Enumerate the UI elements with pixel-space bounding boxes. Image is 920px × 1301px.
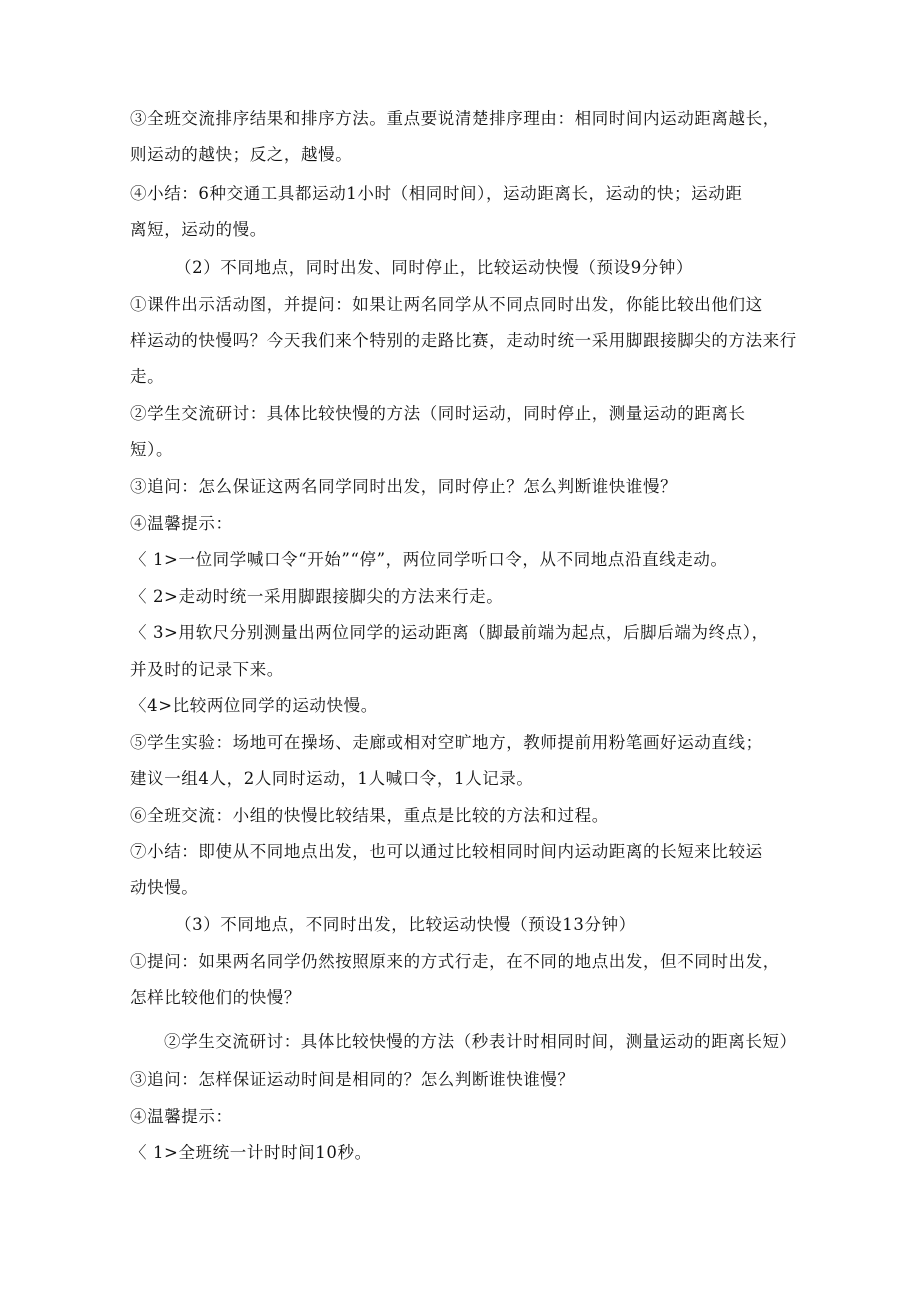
- text-line: ③追问：怎样保证运动时间是相同的？怎么判断谁快谁慢？: [130, 1070, 575, 1089]
- text-line: 〈 1>一位同学喊口令“开始”“停”，两位同学听口令，从不同地点沿直线走动。: [130, 550, 728, 569]
- text-line: ①提问：如果两名同学仍然按照原来的方式行走，在不同的地点出发，但不同时出发，: [130, 952, 780, 971]
- text-line: ④温馨提示：: [130, 1107, 233, 1126]
- text-line: ②学生交流研讨：具体比较快慢的方法（秒表计时相同时间，测量运动的距离长短）: [164, 1032, 797, 1051]
- text-line: ②学生交流研讨：具体比较快慢的方法（同时运动，同时停止，测量运动的距离长: [130, 404, 746, 423]
- text-line: 〈 2>走动时统一采用脚跟接脚尖的方法来行走。: [130, 587, 504, 606]
- text-line: ⑦小结：即使从不同地点出发，也可以通过比较相同时间内运动距离的长短来比较运: [130, 842, 763, 861]
- text-line: 怎样比较他们的快慢？: [130, 988, 301, 1007]
- text-line: 动快慢。: [130, 878, 199, 897]
- text-line: 样运动的快慢吗？今天我们来个特别的走路比赛，走动时统一采用脚跟接脚尖的方法来行: [130, 331, 797, 350]
- text-line: 〈 1>全班统一计时时间10秒。: [130, 1143, 372, 1162]
- text-line: 走。: [130, 367, 165, 386]
- text-line: ⑥全班交流：小组的快慢比较结果，重点是比较的方法和过程。: [130, 806, 609, 825]
- text-line: ③追问：怎么保证这两名同学同时出发，同时停止？怎么判断谁快谁慢？: [130, 477, 678, 496]
- text-line: 短）。: [130, 440, 174, 459]
- text-line: 〈 3>用软尺分别测量出两位同学的运动距离（脚最前端为起点，后脚后端为终点），: [130, 623, 769, 642]
- text-line: 建议一组4人，2人同时运动，1人喊口令，1人记录。: [130, 769, 534, 788]
- text-line: ①课件出示活动图，并提问：如果让两名同学从不同点同时出发，你能比较出他们这: [130, 295, 763, 314]
- section-heading: （3）不同地点，不同时出发，比较运动快慢（预设13分钟）: [175, 915, 636, 934]
- text-line: ⑤学生实验：场地可在操场、走廊或相对空旷地方，教师提前用粉笔画好运动直线；: [130, 733, 763, 752]
- text-line: 则运动的越快；反之，越慢。: [130, 145, 353, 164]
- section-heading: （2）不同地点，同时出发、同时停止，比较运动快慢（预设9分钟）: [175, 258, 694, 277]
- text-line: 离短，运动的慢。: [130, 220, 267, 239]
- text-line: 并及时的记录下来。: [130, 660, 284, 679]
- text-line: ④温馨提示：: [130, 514, 233, 533]
- text-line: 〈4>比较两位同学的运动快慢。: [130, 696, 378, 715]
- text-line: ④小结：6种交通工具都运动1小时（相同时间），运动距离长，运动的快；运动距: [130, 184, 743, 203]
- text-line: ③全班交流排序结果和排序方法。重点要说清楚排序理由：相同时间内运动距离越长，: [130, 109, 780, 128]
